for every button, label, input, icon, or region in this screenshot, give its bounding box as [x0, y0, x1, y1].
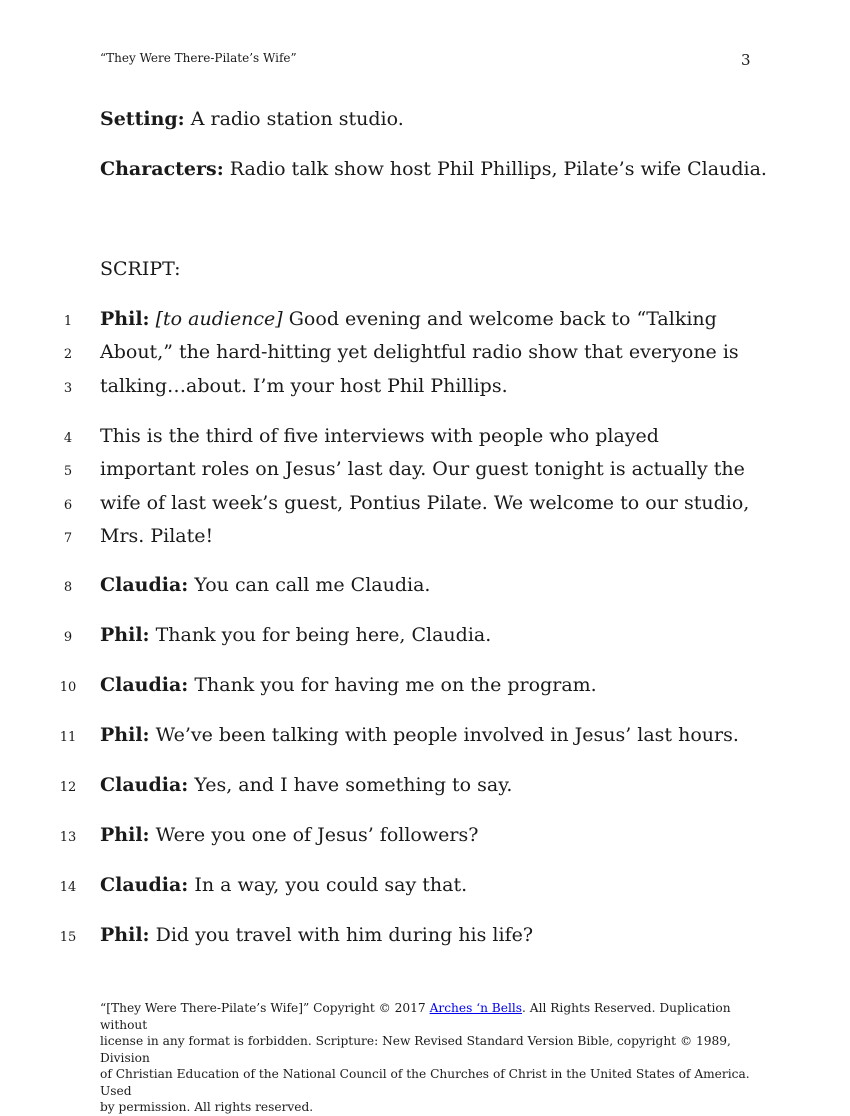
speaker-name: Phil: [100, 924, 150, 946]
speaker-name: Phil: [100, 824, 150, 846]
speaker-name: Phil: [100, 624, 150, 646]
script-line: This is the third of five interviews with people who played [100, 425, 659, 447]
speaker-name: Phil: [100, 308, 150, 330]
script-line: talking…about. I’m your host Phil Phillips. [100, 375, 508, 397]
footer-line: by permission. All rights reserved. [100, 1100, 314, 1114]
line-number: 2 [63, 347, 73, 362]
line-number: 8 [63, 580, 73, 595]
dialogue-text: In a way, you could say that. [188, 874, 468, 896]
dialogue-text: You can call me Claudia. [188, 574, 431, 596]
page-number: 3 [741, 51, 751, 69]
line-number: 12 [59, 780, 77, 795]
dialogue-line [100, 824, 478, 846]
dialogue-line [100, 924, 533, 946]
script-line: wife of last week’s guest, Pontius Pilate. We welcome to our studio, [100, 492, 750, 514]
dialogue-line [100, 874, 467, 896]
dialogue-text: We’ve been talking with people involved in Jesus’ last hours. [149, 724, 739, 746]
script-line: important roles on Jesus’ last day. Our guest tonight is actually the [100, 458, 745, 480]
footer-text: . All Rights Reserved. Duplication without [100, 1001, 731, 1032]
footer-line: license in any format is forbidden. Scripture: New Revised Standard Version Bible, copyright © 1989, Division [100, 1034, 731, 1065]
dialogue-text: Yes, and I have something to say. [188, 774, 513, 796]
dialogue-text: Thank you for having me on the program. [188, 674, 597, 696]
characters-label: Characters: [100, 158, 224, 180]
script-line: About,” the hard-hitting yet delightful radio show that everyone is [100, 341, 739, 363]
footer-line: of Christian Education of the National Council of the Churches of Christ in the United States of America. Used [100, 1067, 750, 1098]
line-number: 9 [63, 630, 73, 645]
line-text: Good evening and welcome back to “Talking [282, 308, 717, 330]
speaker-name: Claudia: [100, 574, 189, 596]
dialogue-text: Did you travel with him during his life? [149, 924, 534, 946]
line-number: 10 [59, 680, 77, 695]
characters-text: Radio talk show host Phil Phillips, Pilate’s wife Claudia. [223, 158, 767, 180]
line-number: 1 [63, 314, 73, 329]
setting-line [100, 108, 404, 130]
stage-direction: [to audience] [155, 308, 283, 330]
script-heading: SCRIPT: [100, 258, 181, 280]
dialogue-text: Were you one of Jesus’ followers? [149, 824, 479, 846]
speaker-name: Claudia: [100, 674, 189, 696]
setting-text: A radio station studio. [184, 108, 404, 130]
dialogue-line [100, 674, 597, 696]
dialogue-text: Thank you for being here, Claudia. [149, 624, 492, 646]
footer-text: “[They Were There-Pilate’s Wife]” Copyright © 2017 [100, 1001, 430, 1015]
footer-line [100, 1000, 755, 1033]
copyright-footer [100, 1000, 755, 1116]
dialogue-line [100, 774, 512, 796]
line-number: 14 [59, 880, 77, 895]
speaker-name: Phil: [100, 724, 150, 746]
line-number: 7 [63, 531, 73, 546]
script-line: Mrs. Pilate! [100, 525, 214, 547]
line-number: 5 [63, 464, 73, 479]
speaker-name: Claudia: [100, 874, 189, 896]
arches-n-bells-link[interactable]: Arches ‘n Bells [429, 1001, 523, 1015]
setting-label: Setting: [100, 108, 185, 130]
line-number: 15 [59, 930, 77, 945]
line-number: 4 [63, 431, 73, 446]
line-number: 13 [59, 830, 77, 845]
dialogue-line [100, 574, 430, 596]
dialogue-line [100, 724, 739, 746]
speaker-name: Claudia: [100, 774, 189, 796]
dialogue-line [100, 624, 491, 646]
line-number: 6 [63, 498, 73, 513]
characters-line [100, 158, 767, 180]
line-number: 11 [59, 730, 77, 745]
running-header-title: “They Were There-Pilate’s Wife” [100, 51, 297, 65]
script-line [100, 308, 717, 330]
line-number: 3 [63, 381, 73, 396]
